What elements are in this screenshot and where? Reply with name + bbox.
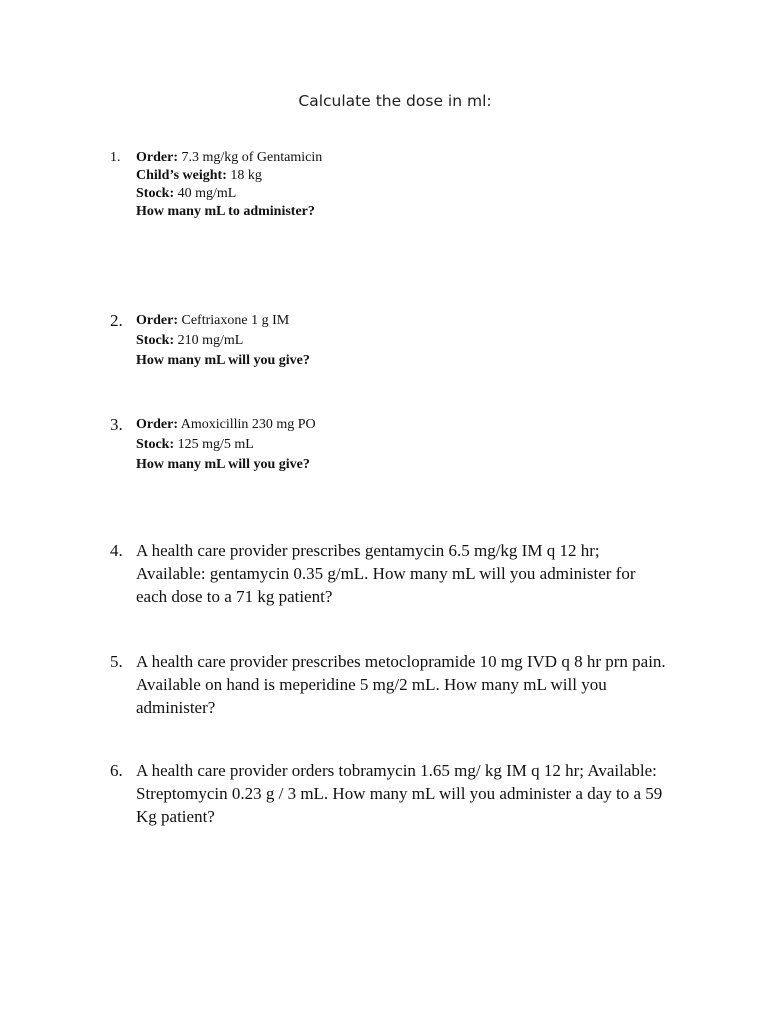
question-text: A health care provider prescribes gentamycin 6.5 mg/kg IM q 12 hr; Available: gentamycin 0.35 g/mL. How many mL will you administer for each dose to a 71 kg patient? — [136, 541, 636, 606]
question-line — [136, 149, 322, 167]
question-3 — [110, 415, 316, 475]
question-1 — [110, 149, 322, 221]
question-body — [136, 311, 310, 371]
line-label: How many mL to administer? — [136, 204, 315, 219]
line-value: Ceftriaxone 1 g IM — [177, 313, 290, 328]
line-value: 18 kg — [226, 168, 262, 183]
question-number: 1. — [110, 150, 121, 165]
question-line — [136, 415, 316, 435]
question-line — [136, 185, 322, 203]
question-line — [136, 455, 316, 475]
line-value: 7.3 mg/kg of Gentamicin — [177, 150, 323, 165]
question-number: 2. — [110, 311, 123, 330]
line-label: Stock: — [136, 437, 175, 452]
question-2 — [110, 311, 310, 371]
question-number: 5. — [110, 652, 123, 671]
question-5 — [110, 650, 670, 719]
line-label: Stock: — [136, 186, 175, 201]
question-number: 6. — [110, 761, 123, 780]
line-label: Order: — [136, 417, 178, 432]
question-6 — [110, 759, 670, 828]
question-line — [136, 311, 310, 331]
line-label: Stock: — [136, 333, 175, 348]
line-value: 40 mg/mL — [174, 186, 237, 201]
question-number: 3. — [110, 415, 123, 434]
question-line — [136, 203, 322, 221]
line-label: How many mL will you give? — [136, 353, 310, 368]
line-label: Order: — [136, 150, 178, 165]
line-label: How many mL will you give? — [136, 457, 310, 472]
line-value: Amoxicillin 230 mg PO — [177, 417, 316, 432]
line-value: 125 mg/5 mL — [174, 437, 254, 452]
question-body — [136, 149, 322, 221]
line-label: Child’s weight: — [136, 168, 227, 183]
question-text: A health care provider orders tobramycin 1.65 mg/ kg IM q 12 hr; Available: Streptomycin 0.23 g / 3 mL. How many mL will you administer a day to a 59 Kg patient? — [136, 761, 663, 826]
page-title: Calculate the dose in ml: — [298, 92, 492, 110]
question-line — [136, 435, 316, 455]
question-line — [136, 331, 310, 351]
question-line — [136, 351, 310, 371]
question-4 — [110, 539, 670, 608]
question-text: A health care provider prescribes metoclopramide 10 mg IVD q 8 hr prn pain. Available on hand is meperidine 5 mg/2 mL. How many mL will you administer? — [136, 652, 666, 717]
line-value: 210 mg/mL — [174, 333, 244, 348]
line-label: Order: — [136, 313, 178, 328]
question-body — [136, 415, 316, 475]
question-number: 4. — [110, 541, 123, 560]
question-line — [136, 167, 322, 185]
